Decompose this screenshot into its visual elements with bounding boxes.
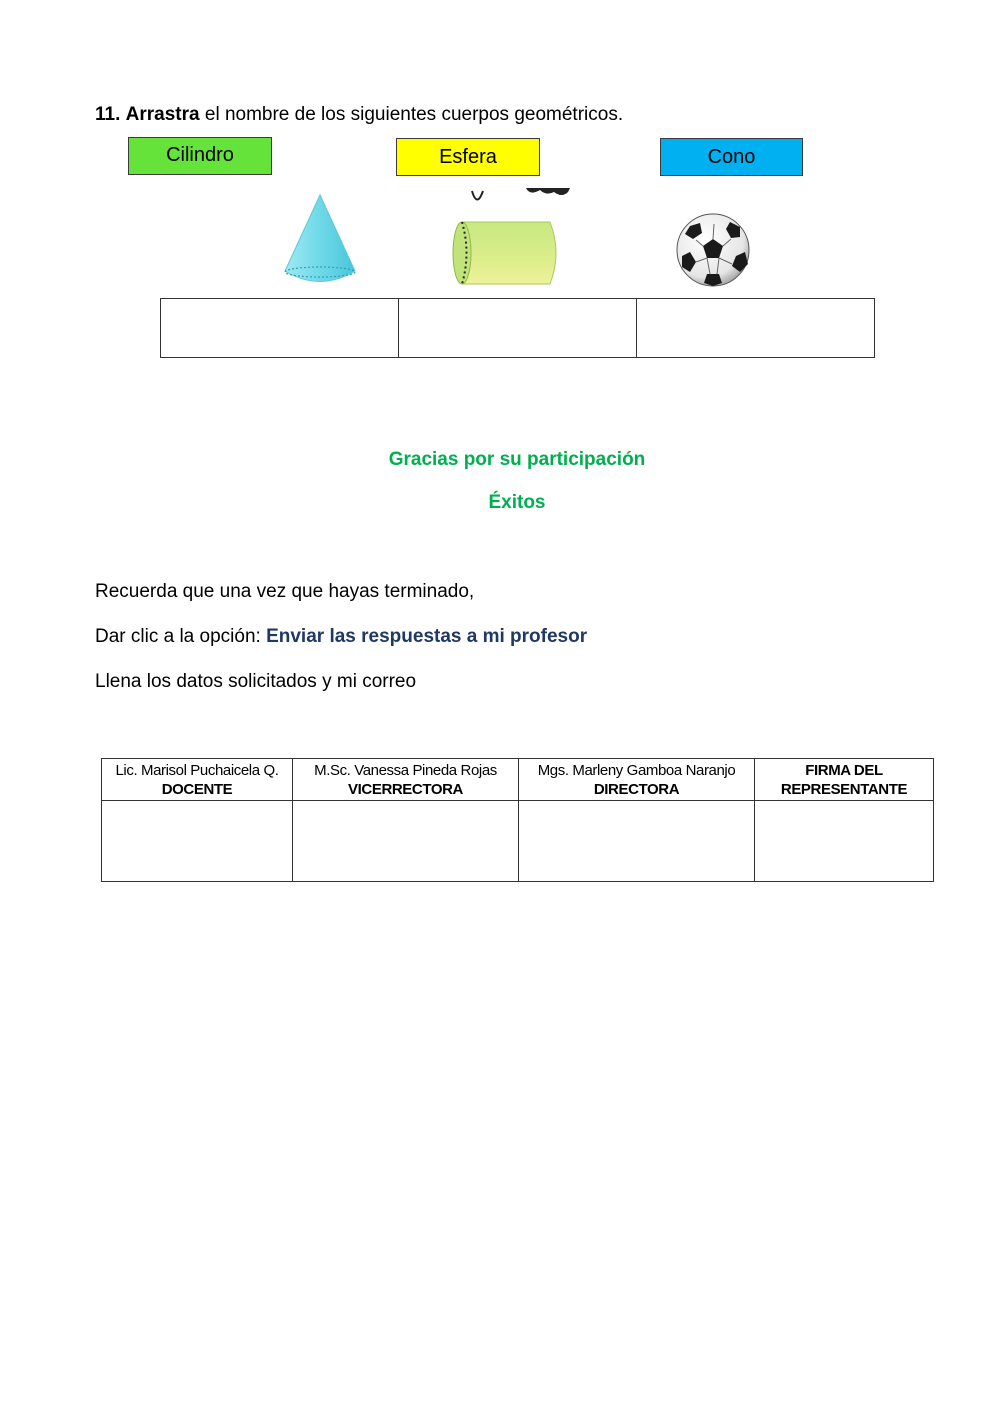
drop-zone-table: [160, 298, 875, 358]
signature-box-directora: [519, 801, 755, 882]
soccer-ball-image: [674, 212, 752, 288]
instruction-line-3: Llena los datos solicitados y mi correo: [95, 671, 417, 692]
signature-box-vicerrectora: [293, 801, 519, 882]
instruction-line-1: Recuerda que una vez que hayas terminado,: [95, 581, 475, 602]
question-number: 11.: [95, 104, 121, 125]
signature-name: Mgs. Marleny Gamboa Naranjo: [537, 761, 736, 779]
drop-zone-1[interactable]: [161, 299, 399, 358]
signature-role: DOCENTE: [161, 780, 233, 798]
cylinder-image: [450, 186, 575, 288]
exitos-message: Éxitos: [488, 492, 546, 513]
drop-zone-3[interactable]: [637, 299, 875, 358]
signature-header-directora: [519, 759, 755, 801]
signature-header-docente: [102, 759, 293, 801]
instruction-prefix: Dar clic a la opción:: [95, 626, 267, 647]
instruction-line-2: [95, 626, 587, 648]
signature-header-representante: [755, 759, 934, 801]
signature-role: VICERRECTORA: [348, 780, 463, 798]
signature-table: [101, 758, 934, 882]
drag-tile-cilindro[interactable]: Cilindro: [128, 137, 272, 175]
signature-box-representante: [755, 801, 934, 882]
thanks-message: Gracias por su participación: [388, 449, 646, 470]
signature-name: FIRMA DEL: [805, 761, 883, 779]
signature-name: Lic. Marisol Puchaicela Q.: [115, 761, 279, 779]
signature-role: REPRESENTANTE: [780, 780, 908, 798]
drag-tile-cono[interactable]: Cono: [660, 138, 803, 176]
question-text: el nombre de los siguientes cuerpos geométricos.: [199, 104, 624, 125]
cone-image: [280, 192, 360, 288]
signature-name: M.Sc. Vanessa Pineda Rojas: [314, 761, 497, 779]
signature-box-docente: [102, 801, 293, 882]
drag-tile-esfera[interactable]: Esfera: [396, 138, 540, 176]
signature-header-vicerrectora: [293, 759, 519, 801]
question-verb: Arrastra: [125, 104, 200, 125]
question-prompt: [95, 104, 623, 126]
drop-zone-2[interactable]: [399, 299, 637, 358]
signature-role: DIRECTORA: [593, 780, 680, 798]
send-answers-option-text: Enviar las respuestas a mi profesor: [266, 626, 588, 647]
